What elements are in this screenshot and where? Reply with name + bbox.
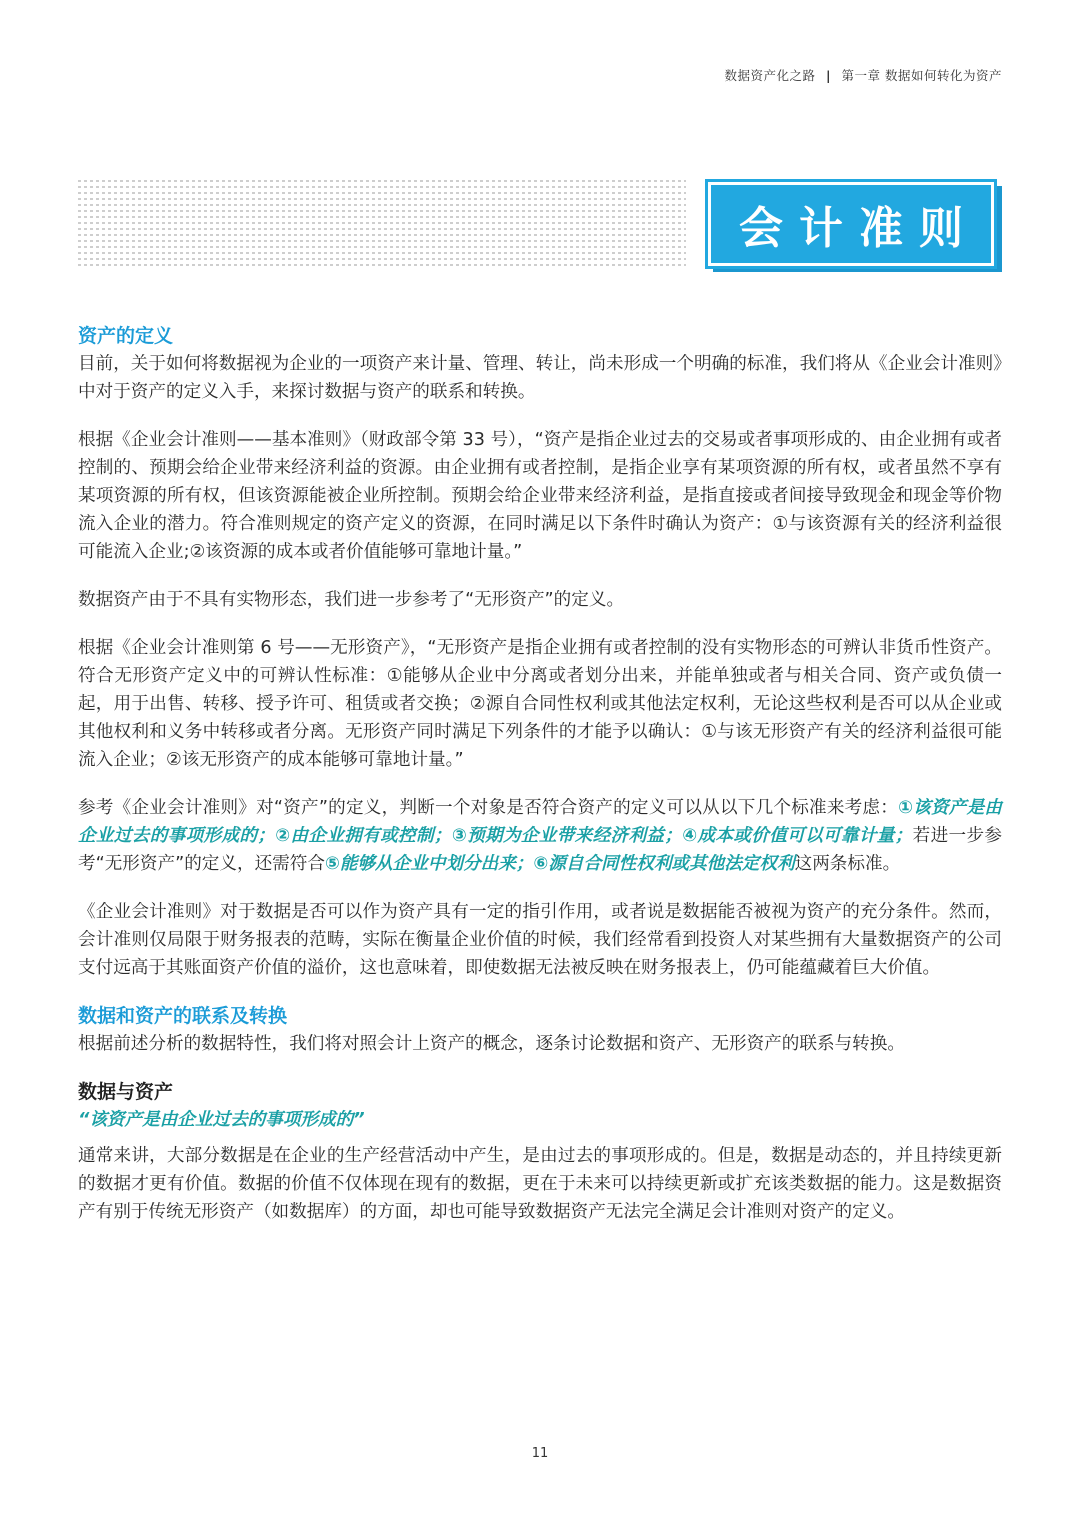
banner-dot-pattern: [78, 180, 686, 268]
paragraph: 根据前述分析的数据特性，我们将对照会计上资产的概念，逐条讨论数据和资产、无形资产的联系与转换。: [78, 1034, 905, 1054]
criteria-highlight-2: ⑤能够从企业中划分出来；⑥源自合同性权利或其他法定权利: [324, 854, 795, 874]
section-banner: [708, 182, 994, 266]
paragraph: 《企业会计准则》对于数据是否可以作为资产具有一定的指引作用，或者说是数据能否被视为资产的充分条件。然而，会计准则仅局限于财务报表的范畴，实际在衡量企业价值的时候，我们经常看到投资人对某些拥有大量数据资产的公司支付远高于其账面资产价值的溢价，这也意味着，即使数据无法被反映在财务报表上，仍可能蕴藏着巨大价值。: [78, 902, 1002, 978]
paragraph: 根据《企业会计准则第 6 号——无形资产》，“无形资产是指企业拥有或者控制的没有实物形态的可辨认非货币性资产。符合无形资产定义中的可辨认性标准：①能够从企业中分离或者划分出来，并能单独或者与相关合同、资产或负债一起，用于出售、转移、授予许可、租赁或者交换；②源自合同性权利或其他法定权利，无论这些权利是否可以从企业或其他权利和义务中转移或者分离。无形资产同时满足下列条件的才能予以确认：①与该无形资产有关的经济利益很可能流入企业；②该无形资产的成本能够可靠地计量。”: [78, 638, 1002, 770]
criteria-end: 这两条标准。: [794, 854, 901, 874]
criteria-quote: “该资产是由企业过去的事项形成的”: [78, 1110, 365, 1130]
header-separator: |: [825, 68, 832, 83]
main-content: [78, 322, 1002, 1246]
paragraph: 目前，关于如何将数据视为企业的一项资产来计量、管理、转让，尚未形成一个明确的标准，我们将从《企业会计准则》中对于资产的定义入手，来探讨数据与资产的联系和转换。: [78, 354, 1002, 402]
heading-asset-definition: 资产的定义: [78, 325, 174, 347]
paragraph-criteria: [78, 794, 1002, 878]
criteria-highlight-1: ①该资产是由企业过去的事项形成的；②由企业拥有或控制；③预期为企业带来经济利益；④成本或价值可以可靠计量；: [78, 798, 1003, 846]
paragraph: 数据资产由于不具有实物形态，我们进一步参考了“无形资产”的定义。: [78, 590, 625, 610]
heading-data-asset-link: 数据和资产的联系及转换: [78, 1005, 288, 1027]
criteria-intro: 参考《企业会计准则》对“资产”的定义，判断一个对象是否符合资产的定义可以从以下几个标准来考虑：: [78, 798, 899, 818]
heading-data-and-asset: 数据与资产: [78, 1081, 174, 1103]
running-header: [724, 66, 1002, 84]
paragraph: 根据《企业会计准则——基本准则》（财政部令第 33 号），“资产是指企业过去的交易或者事项形成的、由企业拥有或者控制的、预期会给企业带来经济利益的资源。由企业拥有或者控制，是指企业享有某项资源的所有权，或者虽然不享有某项资源的所有权，但该资源能被企业所控制。预期会给企业带来经济利益，是指直接或者间接导致现金和现金等价物流入企业的潜力。符合准则规定的资产定义的资源，在同时满足以下条件时确认为资产：①与该资源有关的经济利益很可能流入企业;②该资源的成本或者价值能够可靠地计量。”: [78, 430, 1002, 562]
criteria-middle: 若进一步参考“无形资产”的定义，还需符合: [78, 826, 1002, 874]
banner-title: 会计准则: [739, 203, 979, 254]
spacer: [78, 1134, 1002, 1142]
page-number: 11: [531, 1446, 549, 1461]
paragraph: 通常来讲，大部分数据是在企业的生产经营活动中产生，是由过去的事项形成的。但是，数据是动态的，并且持续更新的数据才更有价值。数据的价值不仅体现在现有的数据，更在于未来可以持续更新或扩充该类数据的能力。这是数据资产有别于传统无形资产（如数据库）的方面，却也可能导致数据资产无法完全满足会计准则对资产的定义。: [78, 1146, 1002, 1222]
chapter-title: 第一章 数据如何转化为资产: [841, 68, 1002, 83]
book-title: 数据资产化之路: [724, 68, 816, 83]
